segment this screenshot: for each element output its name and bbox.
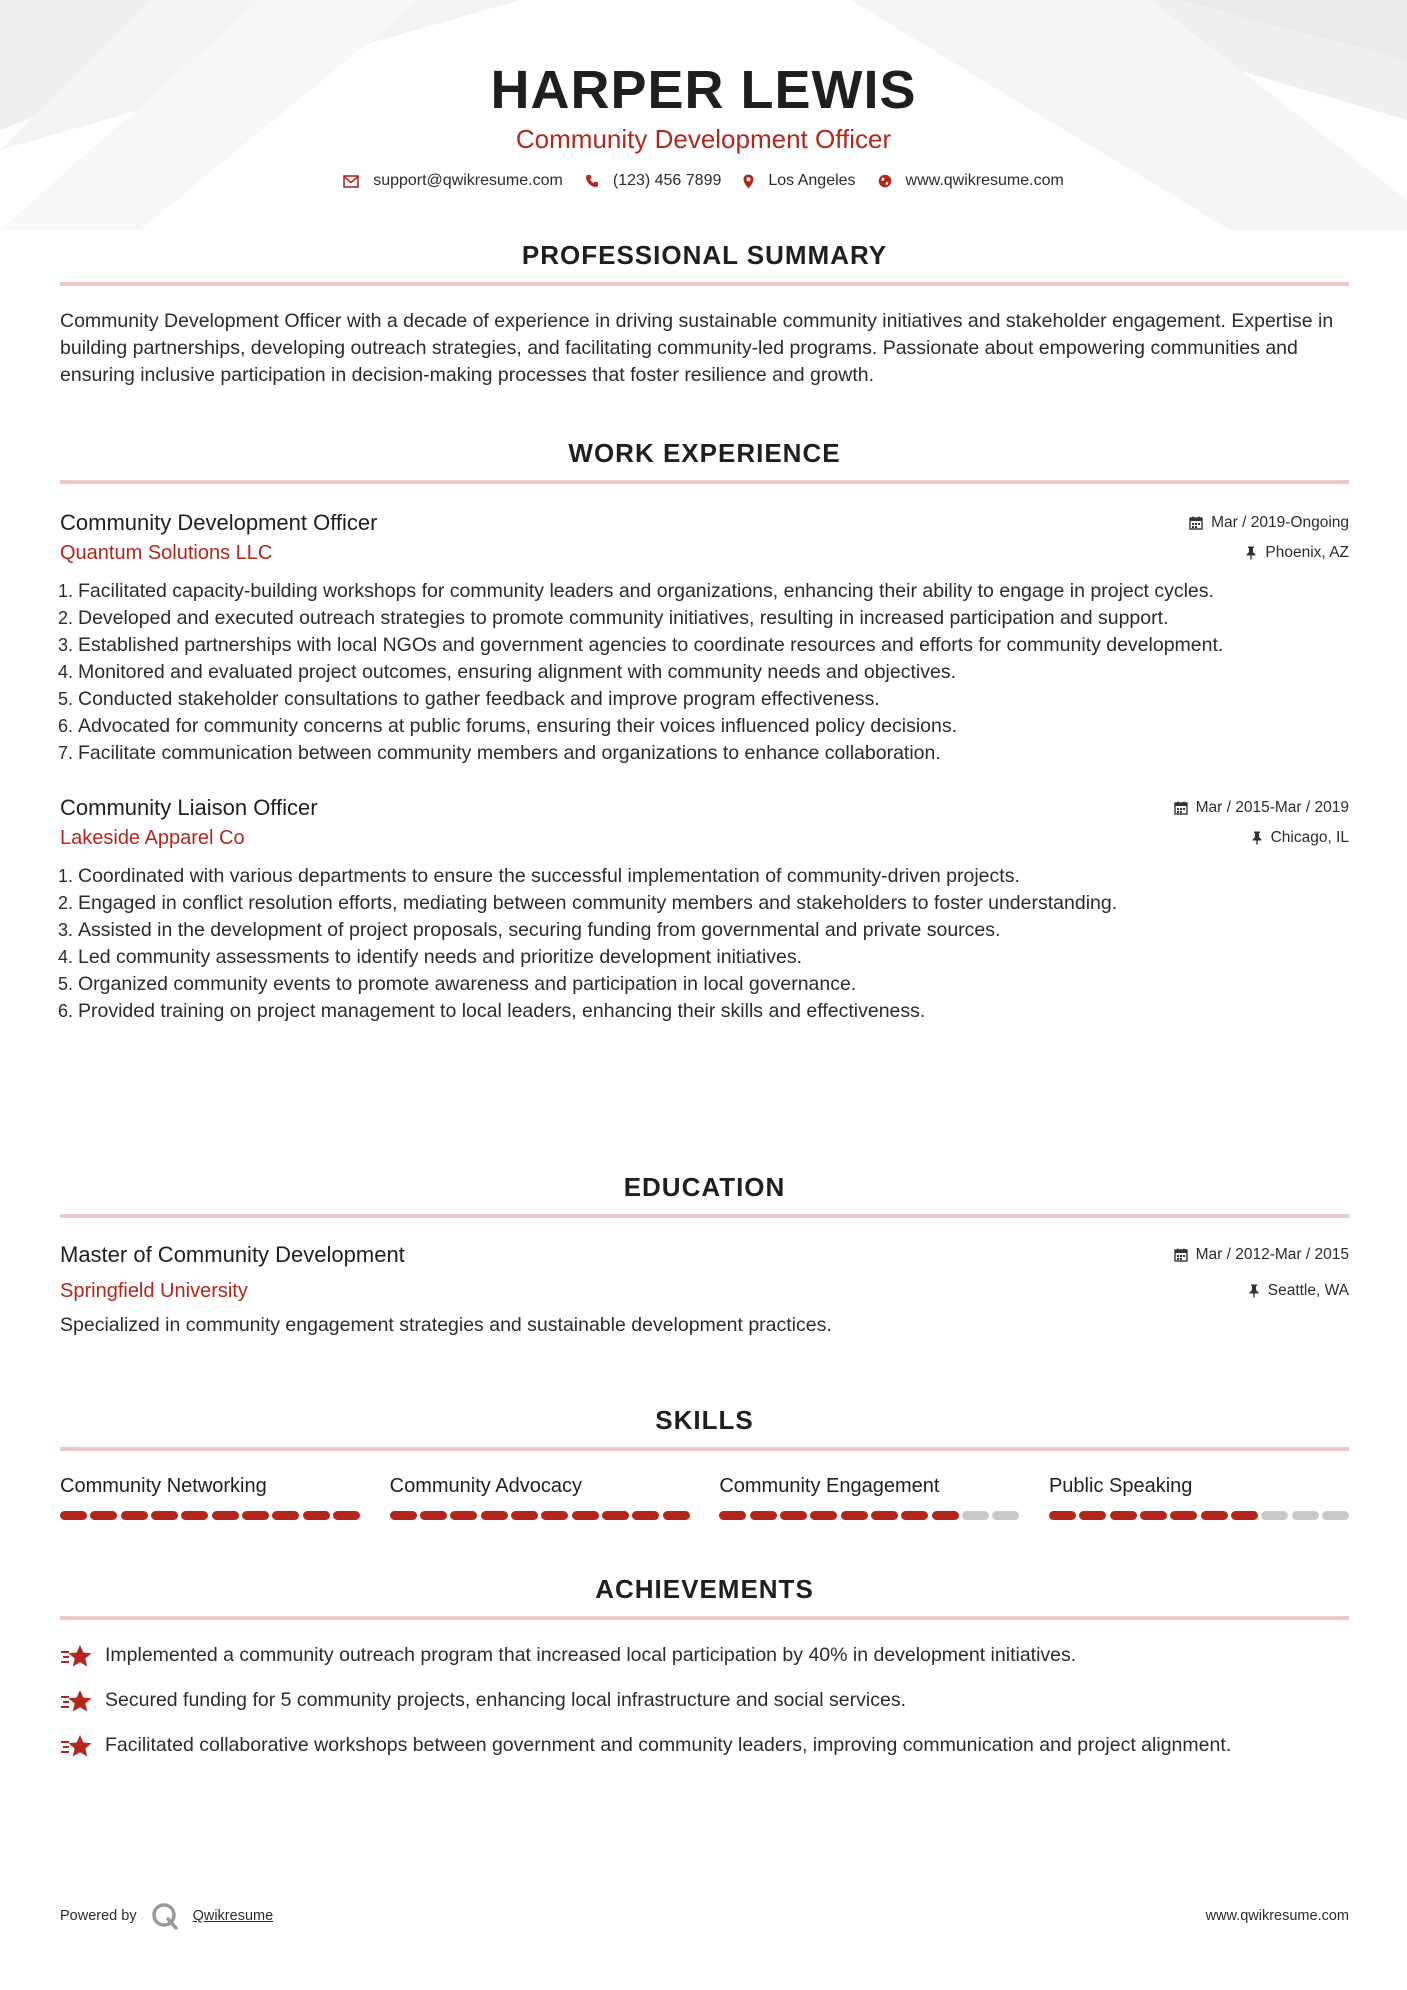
contact-bar bbox=[0, 172, 1407, 190]
section-divider bbox=[60, 1447, 1349, 1451]
job-location-text: Chicago, IL bbox=[1270, 829, 1349, 846]
achievement-text: Secured funding for 5 community projects, enhancing local infrastructure and social services. bbox=[105, 1689, 906, 1711]
experience-heading: WORK EXPERIENCE bbox=[568, 438, 841, 468]
job-dates bbox=[1189, 514, 1349, 532]
skill-segment-filled bbox=[871, 1511, 898, 1520]
education-dates-text: Mar / 2012-Mar / 2015 bbox=[1195, 1246, 1349, 1263]
achievement-item bbox=[60, 1732, 1349, 1760]
summary-heading: PROFESSIONAL SUMMARY bbox=[521, 240, 888, 270]
skill-level-bar bbox=[60, 1511, 360, 1520]
skill-segment-filled bbox=[90, 1511, 117, 1520]
skill-segment-filled bbox=[121, 1511, 148, 1520]
education-location-text: Seattle, WA bbox=[1267, 1282, 1349, 1299]
section-divider bbox=[60, 1616, 1349, 1620]
skill-segment-filled bbox=[602, 1511, 629, 1520]
skill-segment-filled bbox=[632, 1511, 659, 1520]
skill-segment-empty bbox=[962, 1511, 989, 1520]
skill-segment-filled bbox=[719, 1511, 746, 1520]
skill-name: Community Advocacy bbox=[389, 1475, 582, 1497]
skill-segment-filled bbox=[1140, 1511, 1167, 1520]
skill-segment-filled bbox=[1231, 1511, 1258, 1520]
skill-segment-empty bbox=[1261, 1511, 1288, 1520]
job-dates-text: Mar / 2015-Mar / 2019 bbox=[1195, 799, 1349, 816]
list-item: 2. Engaged in conflict resolution efforts, mediating between community members and stakeholders to foster understanding. bbox=[78, 890, 1349, 917]
job-entry bbox=[60, 793, 1349, 1025]
star-icon bbox=[60, 1734, 94, 1760]
list-item: 6. Advocated for community concerns at public forums, ensuring their voices influenced policy decisions. bbox=[78, 713, 1349, 740]
list-item: 3. Assisted in the development of project proposals, securing funding from governmental and private sources. bbox=[78, 917, 1349, 944]
school-name: Springfield University bbox=[60, 1280, 248, 1302]
skill-level-bar bbox=[719, 1511, 1019, 1520]
education-heading: EDUCATION bbox=[623, 1172, 786, 1202]
skill-segment-filled bbox=[151, 1511, 178, 1520]
map-pin-icon bbox=[743, 174, 754, 189]
pushpin-icon bbox=[1245, 546, 1257, 560]
contact-location bbox=[743, 172, 855, 190]
skills-section bbox=[60, 1403, 1349, 1520]
job-dates bbox=[1174, 799, 1349, 817]
skill-segment-filled bbox=[663, 1511, 690, 1520]
section-divider bbox=[60, 480, 1349, 484]
summary-section bbox=[60, 238, 1349, 389]
skill-item bbox=[60, 1473, 360, 1520]
list-item: 2. Developed and executed outreach strategies to promote community initiatives, resulting in increased participation and support. bbox=[78, 605, 1349, 632]
company-name: Quantum Solutions LLC bbox=[60, 542, 273, 564]
job-title: Community Liaison Officer bbox=[60, 795, 318, 820]
degree-name: Master of Community Development bbox=[60, 1242, 405, 1267]
candidate-title: Community Development Officer bbox=[515, 124, 892, 154]
skill-segment-filled bbox=[242, 1511, 269, 1520]
footer-website-link[interactable]: www.qwikresume.com bbox=[1205, 1908, 1349, 1924]
skill-segment-filled bbox=[212, 1511, 239, 1520]
achievement-text: Facilitated collaborative workshops between government and community leaders, improving communication and project alignment. bbox=[105, 1734, 1232, 1756]
achievements-list bbox=[60, 1642, 1349, 1760]
calendar-icon bbox=[1174, 801, 1188, 815]
skill-segment-filled bbox=[1110, 1511, 1137, 1520]
education-entry bbox=[60, 1240, 1349, 1339]
email-text[interactable]: support@qwikresume.com bbox=[373, 172, 563, 189]
list-item: 1. Facilitated capacity-building workshops for community leaders and organizations, enhancing their ability to engage in project cycles. bbox=[78, 578, 1349, 605]
job-location bbox=[1245, 544, 1349, 562]
list-item: 1. Coordinated with various departments to ensure the successful implementation of community-driven projects. bbox=[78, 863, 1349, 890]
skill-item bbox=[390, 1473, 690, 1520]
envelope-icon bbox=[343, 175, 359, 188]
achievements-heading: ACHIEVEMENTS bbox=[595, 1574, 814, 1604]
list-item: 4. Led community assessments to identify needs and prioritize development initiatives. bbox=[78, 944, 1349, 971]
education-location bbox=[1248, 1282, 1349, 1300]
job-dates-text: Mar / 2019-Ongoing bbox=[1211, 514, 1349, 531]
summary-text: Community Development Officer with a decade of experience in driving sustainable community initiatives and stakeholder engagement. Expertise in building partnerships, developing outreach strategies, and facilitating community-led programs. Passionate about empowering communities and ensuring inclusive participation in decision-making processes that foster resilience and growth. bbox=[60, 310, 1334, 386]
star-icon bbox=[60, 1689, 94, 1715]
contact-phone[interactable] bbox=[585, 172, 722, 190]
resume-header bbox=[0, 58, 1407, 156]
skill-segment-filled bbox=[450, 1511, 477, 1520]
pushpin-icon bbox=[1251, 831, 1263, 845]
location-text: Los Angeles bbox=[768, 172, 856, 189]
contact-website[interactable] bbox=[878, 172, 1064, 190]
skill-level-bar bbox=[390, 1511, 690, 1520]
job-responsibilities bbox=[60, 863, 1349, 1025]
skill-segment-filled bbox=[303, 1511, 330, 1520]
list-item: 5. Conducted stakeholder consultations to gather feedback and improve program effectiveness. bbox=[78, 686, 1349, 713]
achievement-text: Implemented a community outreach program that increased local participation by 40% in development initiatives. bbox=[105, 1644, 1077, 1666]
skill-segment-filled bbox=[511, 1511, 538, 1520]
list-item: 7. Facilitate communication between community members and organizations to enhance collaboration. bbox=[78, 740, 1349, 767]
education-description: Specialized in community engagement strategies and sustainable development practices. bbox=[60, 1314, 832, 1336]
skill-segment-filled bbox=[1170, 1511, 1197, 1520]
skill-name: Community Engagement bbox=[719, 1475, 940, 1497]
job-entry bbox=[60, 508, 1349, 767]
skill-segment-filled bbox=[1201, 1511, 1228, 1520]
skill-name: Community Networking bbox=[60, 1475, 267, 1497]
qwikresume-logo-icon bbox=[151, 1902, 179, 1930]
skill-level-bar bbox=[1049, 1511, 1349, 1520]
pushpin-icon bbox=[1248, 1284, 1260, 1298]
skill-segment-empty bbox=[1292, 1511, 1319, 1520]
skill-segment-filled bbox=[272, 1511, 299, 1520]
skill-segment-filled bbox=[780, 1511, 807, 1520]
globe-icon bbox=[878, 174, 892, 188]
experience-section bbox=[60, 436, 1349, 1025]
skill-segment-empty bbox=[1322, 1511, 1349, 1520]
skill-segment-filled bbox=[901, 1511, 928, 1520]
star-icon bbox=[60, 1644, 94, 1670]
skill-item bbox=[1049, 1473, 1349, 1520]
skill-name: Public Speaking bbox=[1048, 1475, 1193, 1497]
achievements-section bbox=[60, 1572, 1349, 1777]
candidate-name: HARPER LEWIS bbox=[490, 60, 917, 120]
job-responsibilities bbox=[60, 578, 1349, 767]
section-divider bbox=[60, 1214, 1349, 1218]
job-location bbox=[1251, 829, 1349, 847]
skills-heading: SKILLS bbox=[655, 1405, 754, 1435]
skills-list bbox=[60, 1473, 1349, 1520]
list-item: 4. Monitored and evaluated project outcomes, ensuring alignment with community needs and objectives. bbox=[78, 659, 1349, 686]
skill-segment-filled bbox=[481, 1511, 508, 1520]
list-item: 3. Established partnerships with local NGOs and government agencies to coordinate resources and efforts for community development. bbox=[78, 632, 1349, 659]
achievement-item bbox=[60, 1687, 1349, 1715]
skill-segment-filled bbox=[60, 1511, 87, 1520]
company-name: Lakeside Apparel Co bbox=[60, 827, 245, 849]
skill-segment-filled bbox=[572, 1511, 599, 1520]
calendar-icon bbox=[1189, 516, 1203, 530]
skill-segment-filled bbox=[390, 1511, 417, 1520]
skill-segment-empty bbox=[992, 1511, 1019, 1520]
list-item: 6. Provided training on project management to local leaders, enhancing their skills and effectiveness. bbox=[78, 998, 1349, 1025]
skill-segment-filled bbox=[750, 1511, 777, 1520]
education-section bbox=[60, 1170, 1349, 1339]
skill-segment-filled bbox=[420, 1511, 447, 1520]
powered-by-label: Powered by bbox=[60, 1908, 137, 1924]
website-text[interactable]: www.qwikresume.com bbox=[905, 172, 1064, 189]
phone-icon bbox=[585, 174, 599, 188]
skill-segment-filled bbox=[1049, 1511, 1076, 1520]
job-title: Community Development Officer bbox=[60, 510, 378, 535]
skill-segment-filled bbox=[333, 1511, 360, 1520]
calendar-icon bbox=[1174, 1248, 1188, 1262]
achievement-item bbox=[60, 1642, 1349, 1670]
contact-email[interactable] bbox=[343, 172, 563, 190]
skill-segment-filled bbox=[810, 1511, 837, 1520]
phone-text[interactable]: (123) 456 7899 bbox=[612, 172, 722, 189]
list-item: 5. Organized community events to promote awareness and participation in local governance. bbox=[78, 971, 1349, 998]
job-location-text: Phoenix, AZ bbox=[1265, 544, 1349, 561]
skill-item bbox=[719, 1473, 1019, 1520]
skill-segment-filled bbox=[841, 1511, 868, 1520]
skill-segment-filled bbox=[541, 1511, 568, 1520]
skill-segment-filled bbox=[932, 1511, 959, 1520]
skill-segment-filled bbox=[1079, 1511, 1106, 1520]
section-divider bbox=[60, 282, 1349, 286]
brand-link[interactable]: Qwikresume bbox=[192, 1908, 274, 1924]
page-footer bbox=[60, 1902, 1349, 1930]
skill-segment-filled bbox=[181, 1511, 208, 1520]
education-dates bbox=[1174, 1246, 1349, 1264]
